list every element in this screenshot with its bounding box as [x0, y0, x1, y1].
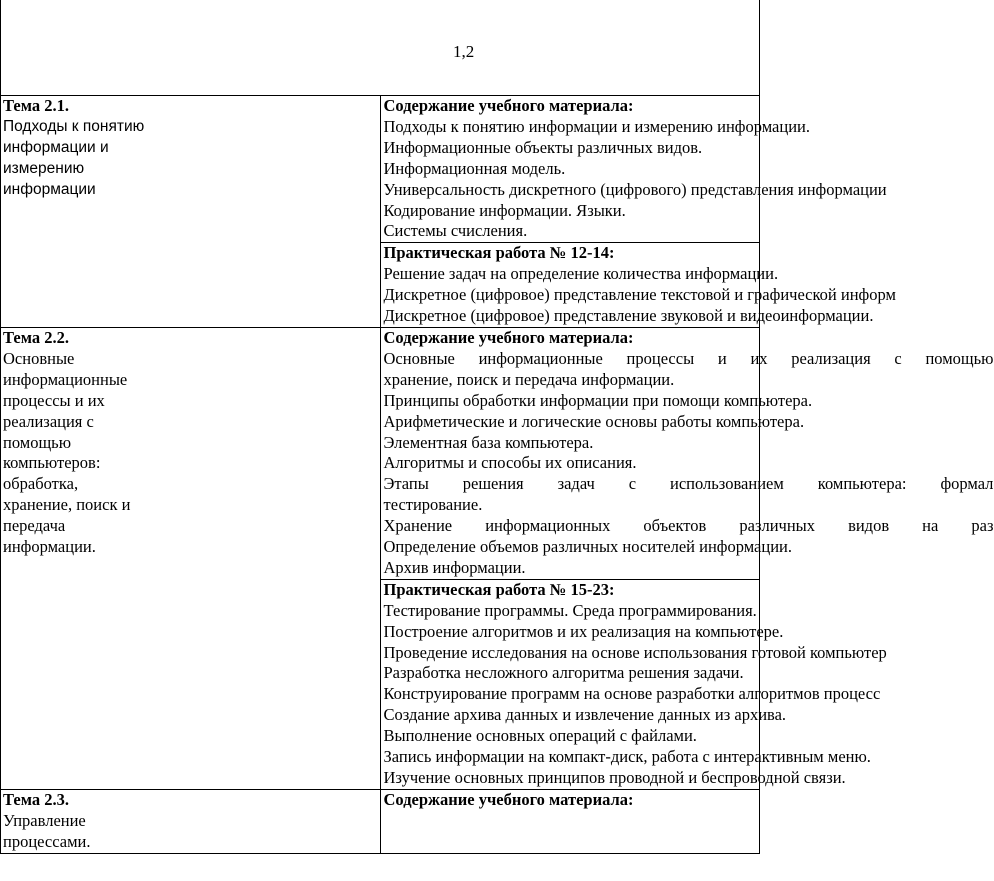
practice-line: Создание архива данных и извлечение данных из архива.: [383, 705, 787, 725]
word: использованием: [670, 474, 784, 494]
word: реализация: [791, 348, 871, 368]
topic-name-line: передача: [3, 516, 66, 536]
practice-header: Практическая работа № 15-23:: [383, 579, 615, 599]
content-line: Архив информации.: [383, 557, 526, 577]
table-row: [1, 96, 760, 243]
practice-line: Конструирование программ на основе разработки алгоритмов процесс: [383, 684, 881, 704]
topic-name-line: реализация с: [3, 411, 94, 431]
word: на: [922, 516, 939, 536]
justified-line: [384, 516, 994, 537]
content-line: Системы счисления.: [383, 221, 528, 241]
word: помощью: [925, 348, 994, 368]
page-number: 1,2: [453, 42, 475, 61]
content-line: Определение объемов различных носителей информации.: [383, 537, 792, 557]
word: Основные: [383, 348, 455, 368]
topic-name-line: измерению: [3, 159, 85, 177]
practice-line: Проведение исследования на основе использования готовой компьютер: [383, 642, 887, 662]
content-line: Арифметические и логические основы работы компьютера.: [383, 411, 805, 431]
content-header: Содержание учебного материала:: [383, 327, 634, 347]
content-line: тестирование.: [383, 495, 483, 515]
content-line: Универсальность дискретного (цифрового) представления информации: [383, 179, 887, 199]
practice-line: Дискретное (цифровое) представление звуковой и видеоинформации.: [383, 306, 874, 326]
word: процессы: [626, 348, 695, 368]
justified-line: [384, 349, 994, 370]
word: видов: [848, 516, 890, 536]
word: их: [750, 348, 768, 368]
practice-line: Тестирование программы. Среда программирования.: [383, 600, 757, 620]
word: раз: [971, 516, 994, 536]
word: формал: [940, 474, 994, 494]
content-line: Алгоритмы и способы их описания.: [383, 453, 637, 473]
word: объектов: [643, 516, 707, 536]
content-line: Элементная база компьютера.: [383, 432, 594, 452]
content-line: Информационные объекты различных видов.: [383, 137, 703, 157]
topic-name-line: процессы и их: [3, 390, 105, 410]
practice-line: Построение алгоритмов и их реализация на компьютере.: [383, 621, 784, 641]
content-line: Подходы к понятию информации и измерению информации.: [383, 116, 810, 136]
word: информационных: [485, 516, 611, 536]
word: с: [894, 348, 902, 368]
word: с: [628, 474, 637, 494]
header-row: [1, 0, 760, 96]
word: информационные: [478, 348, 603, 368]
topic-name-line: Подходы к понятию: [3, 117, 145, 135]
topic-cell: [1, 96, 381, 328]
topic-name-line: Основные: [3, 348, 75, 368]
content-line: Кодирование информации. Языки.: [383, 200, 626, 220]
topic-cell: [1, 327, 381, 789]
word: компьютера:: [817, 474, 907, 494]
word: задач: [557, 474, 595, 494]
practice-line: Разработка несложного алгоритма решения задачи.: [383, 663, 744, 683]
word: различных: [739, 516, 816, 536]
topic-name-line: Управление: [3, 810, 86, 830]
content-line: Принципы обработки информации при помощи компьютера.: [383, 390, 813, 410]
content-header: Содержание учебного материала:: [383, 789, 634, 809]
topic-name-line: информации: [3, 180, 96, 198]
topic-cell: [1, 789, 381, 853]
word: решения: [462, 474, 524, 494]
topic-title: Тема 2.1.: [3, 96, 69, 115]
header-cell: [1, 0, 760, 96]
content-cell: [380, 789, 760, 853]
practice-cell: [380, 243, 896, 328]
content-cell: [380, 327, 994, 579]
topic-title: Тема 2.3.: [3, 789, 69, 809]
practice-line: Дискретное (цифровое) представление текстовой и графической информ: [383, 285, 896, 305]
practice-line: Запись информации на компакт-диск, работа с интерактивным меню.: [383, 747, 871, 767]
content-line: [383, 474, 994, 495]
table-row: [1, 327, 760, 579]
topic-name-line: компьютеров:: [3, 453, 101, 473]
word: и: [717, 348, 727, 368]
practice-line: Изучение основных принципов проводной и беспроводной связи.: [383, 768, 846, 787]
topic-name-line: процессами.: [3, 831, 91, 851]
topic-name-line: хранение, поиск и: [3, 495, 131, 515]
topic-name-line: обработка,: [3, 474, 79, 494]
content-line: [383, 516, 994, 537]
table-row: [1, 789, 760, 853]
practice-line: Выполнение основных операций с файлами.: [383, 726, 697, 746]
content-cell: [380, 96, 887, 243]
topic-name-line: информации.: [3, 537, 96, 557]
topic-title: Тема 2.2.: [3, 327, 69, 347]
practice-header: Практическая работа № 12-14:: [383, 243, 615, 263]
content-header: Содержание учебного материала:: [383, 96, 634, 115]
topic-name-line: помощью: [3, 432, 72, 452]
topic-name-line: информации и: [3, 138, 109, 156]
practice-line: Решение задач на определение количества информации.: [383, 264, 779, 284]
practice-cell: [380, 579, 887, 789]
topic-name-line: информационные: [3, 369, 128, 389]
content-line: Информационная модель.: [383, 158, 566, 178]
content-line: [383, 348, 994, 370]
word: Этапы: [383, 474, 429, 494]
word: Хранение: [383, 516, 453, 536]
content-line: хранение, поиск и передача информации.: [383, 369, 675, 389]
justified-line: [384, 474, 994, 495]
